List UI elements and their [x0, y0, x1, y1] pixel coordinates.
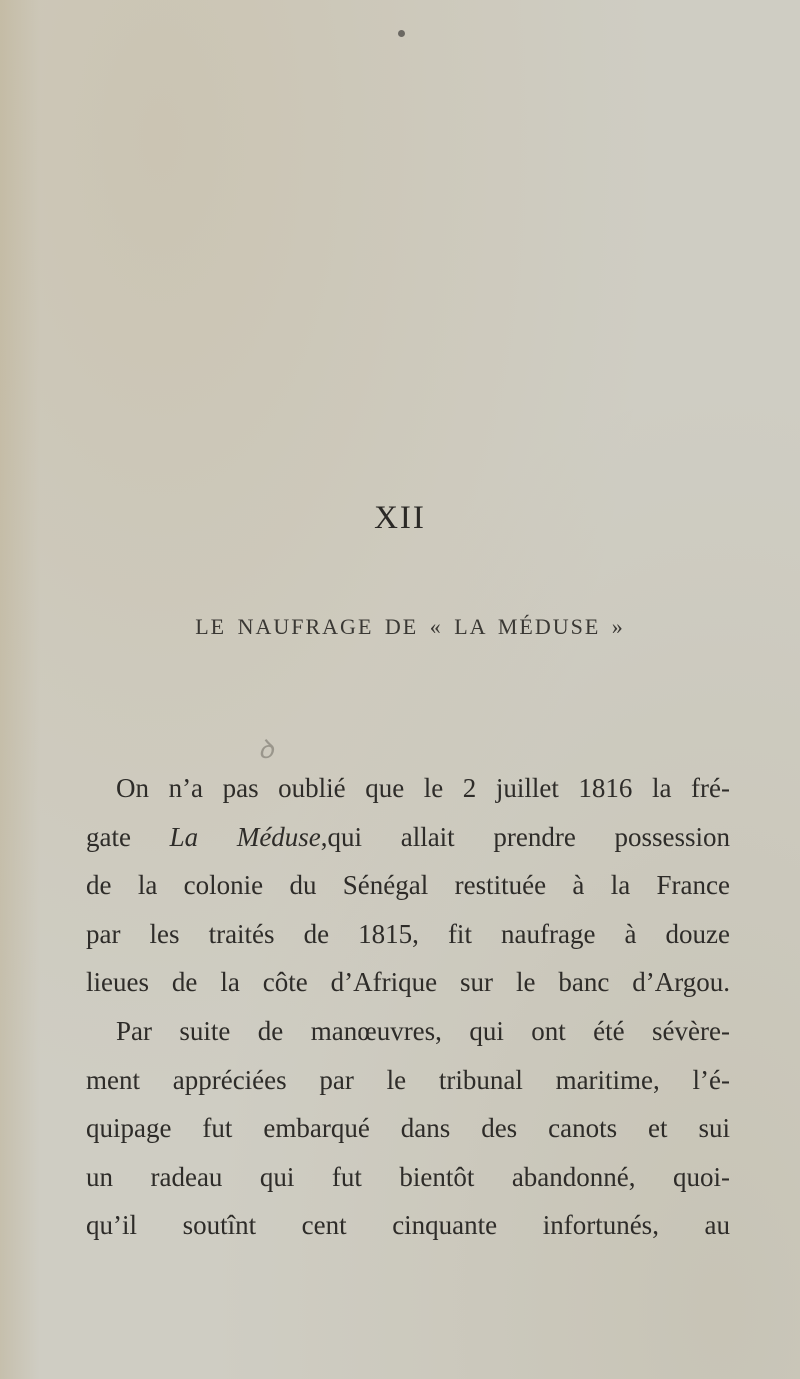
text-line: qu’il soutînt cent cinquante infortunés, au	[86, 1210, 730, 1241]
text-line: un radeau qui fut bientôt abandonné, quoi-	[86, 1161, 730, 1192]
text-line: ment appréciées par le tribunal maritime, l’é-	[86, 1064, 730, 1095]
text-line: de la colonie du Sénégal restituée à la France	[86, 870, 730, 901]
ink-dot	[398, 30, 405, 37]
text-line: On n’a pas oublié que le 2 juillet 1816 la fré-	[116, 773, 730, 803]
body-text	[86, 764, 730, 1250]
handwritten-mark: ꝺ	[258, 735, 274, 764]
text-line: lieues de la côte d’Afrique sur le banc d’Argou.	[86, 967, 730, 998]
chapter-number: XII	[374, 500, 426, 536]
text-line	[86, 813, 730, 862]
text-fragment: ,qui allait prendre possession	[320, 821, 730, 852]
text-line: par les traités de 1815, fit naufrage à douze	[86, 918, 730, 949]
text-fragment: gate	[86, 821, 170, 852]
ship-name: La Méduse	[169, 821, 321, 852]
text-line: Par suite de manœuvres, qui ont été sévère-	[116, 1015, 730, 1046]
chapter-title: LE NAUFRAGE DE « LA MÉDUSE »	[195, 614, 625, 639]
text-line: quipage fut embarqué dans des canots et sui	[86, 1113, 730, 1144]
